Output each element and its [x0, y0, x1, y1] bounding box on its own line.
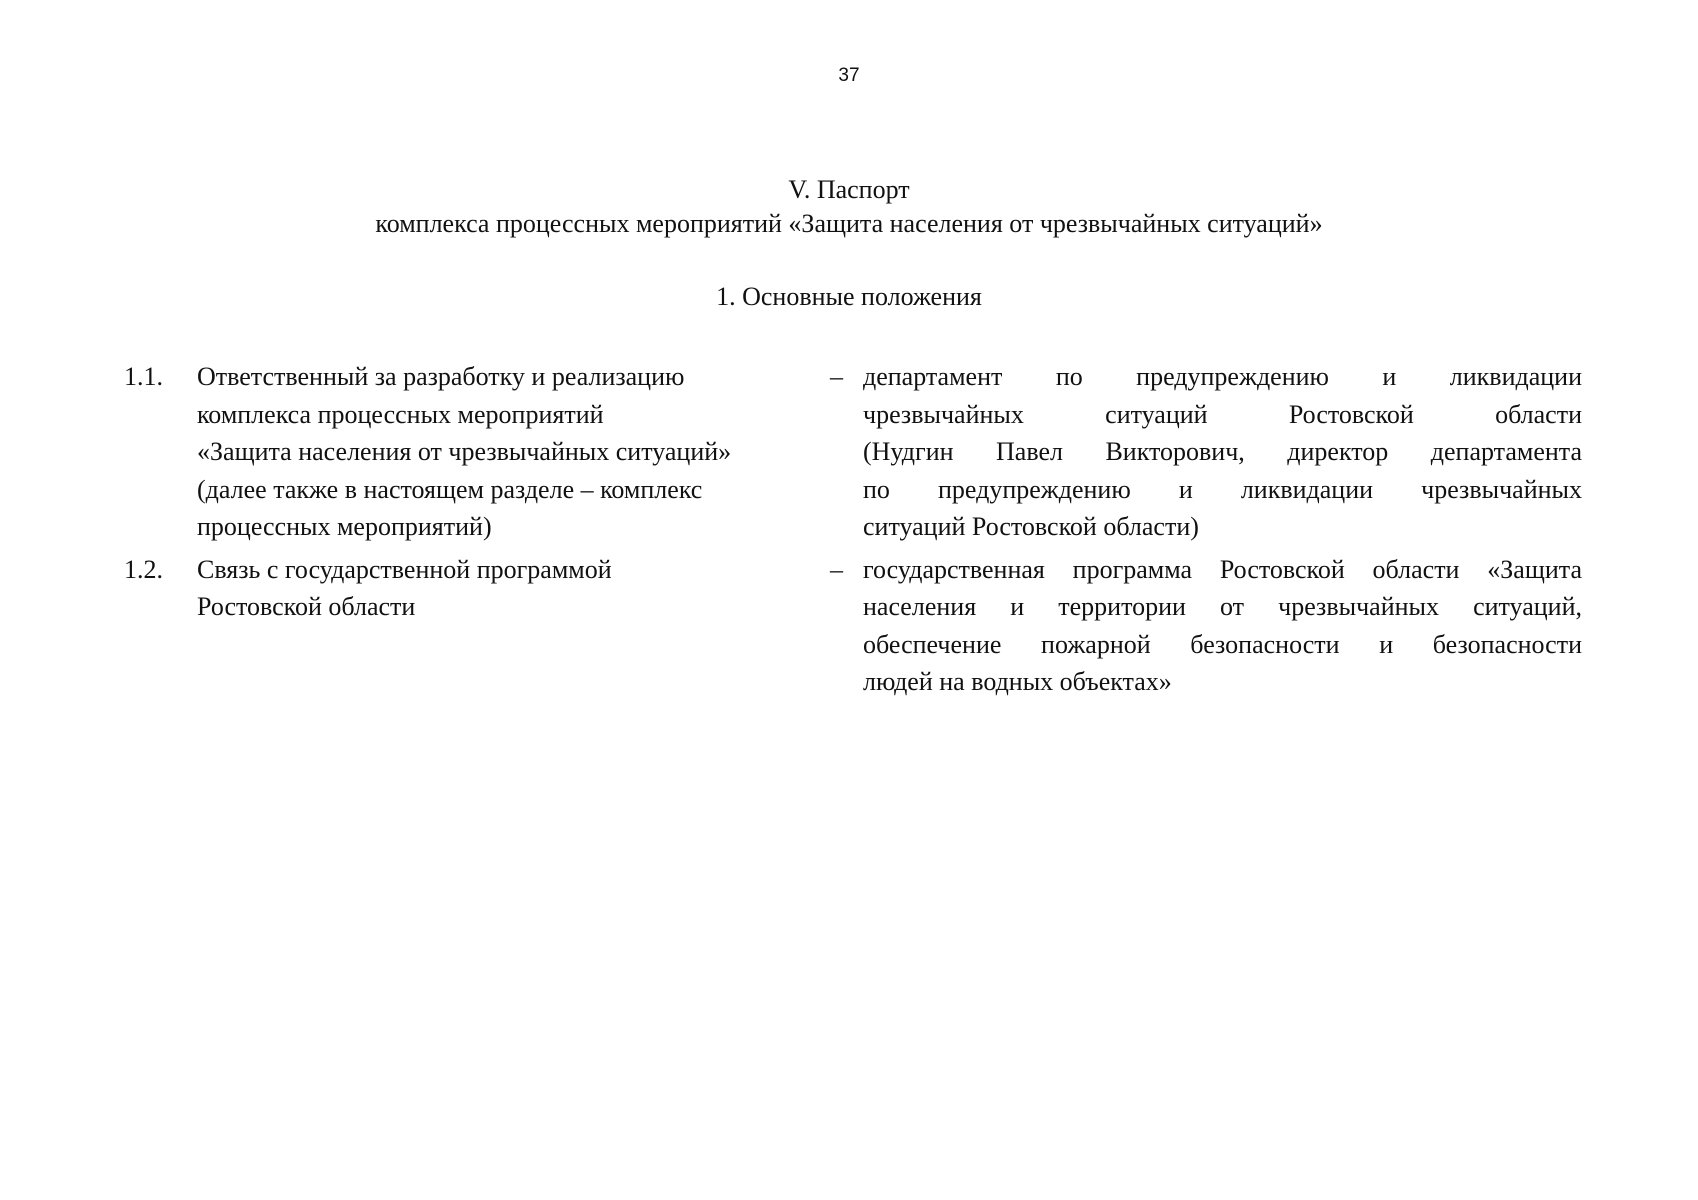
section-heading: 1. Основные положения [716, 282, 982, 311]
row-value [863, 551, 1582, 701]
row-dash: – [830, 554, 843, 584]
row-value-line: населения и территории от чрезвычайных ситуаций, [863, 592, 1582, 621]
row-dash: – [830, 362, 843, 391]
page-number: 37 [838, 65, 860, 86]
table-row [124, 551, 1582, 701]
row-value [863, 358, 1582, 546]
row-label-line: процессных мероприятий) [197, 512, 492, 541]
row-value-line: по предупреждению и ликвидации чрезвычайных [863, 474, 1582, 504]
row-label [197, 551, 817, 626]
row-label [197, 358, 817, 546]
row-number: 1.2. [124, 554, 163, 584]
row-value-line: государственная программа Ростовской области «Защита [863, 554, 1582, 584]
title-line-1: V. Паспорт [788, 175, 910, 204]
row-label-line: Ростовской области [197, 592, 416, 621]
row-value-line: (Нудгин Павел Викторович, директор департамента [863, 437, 1582, 466]
row-label-line: Связь с государственной программой [197, 554, 612, 584]
passport-table [124, 358, 1582, 706]
row-label-line: (далее также в настоящем разделе – комплекс [197, 474, 703, 504]
row-label-line: комплекса процессных мероприятий [197, 399, 604, 429]
row-value-line: чрезвычайных ситуаций Ростовской области [863, 399, 1582, 429]
row-value-line: людей на водных объектах» [863, 667, 1172, 696]
table-row [124, 358, 1582, 546]
row-value-line: обеспечение пожарной безопасности и безопасности [863, 629, 1582, 659]
title-line-2: комплекса процессных мероприятий «Защита населения от чрезвычайных ситуаций» [375, 209, 1323, 238]
row-number: 1.1. [124, 362, 163, 391]
row-label-line: «Защита населения от чрезвычайных ситуаций» [197, 437, 732, 466]
document-title [0, 173, 1698, 241]
row-label-line: Ответственный за разработку и реализацию [197, 362, 685, 391]
row-value-line: ситуаций Ростовской области) [863, 512, 1199, 541]
row-value-line: департамент по предупреждению и ликвидации [863, 362, 1582, 391]
